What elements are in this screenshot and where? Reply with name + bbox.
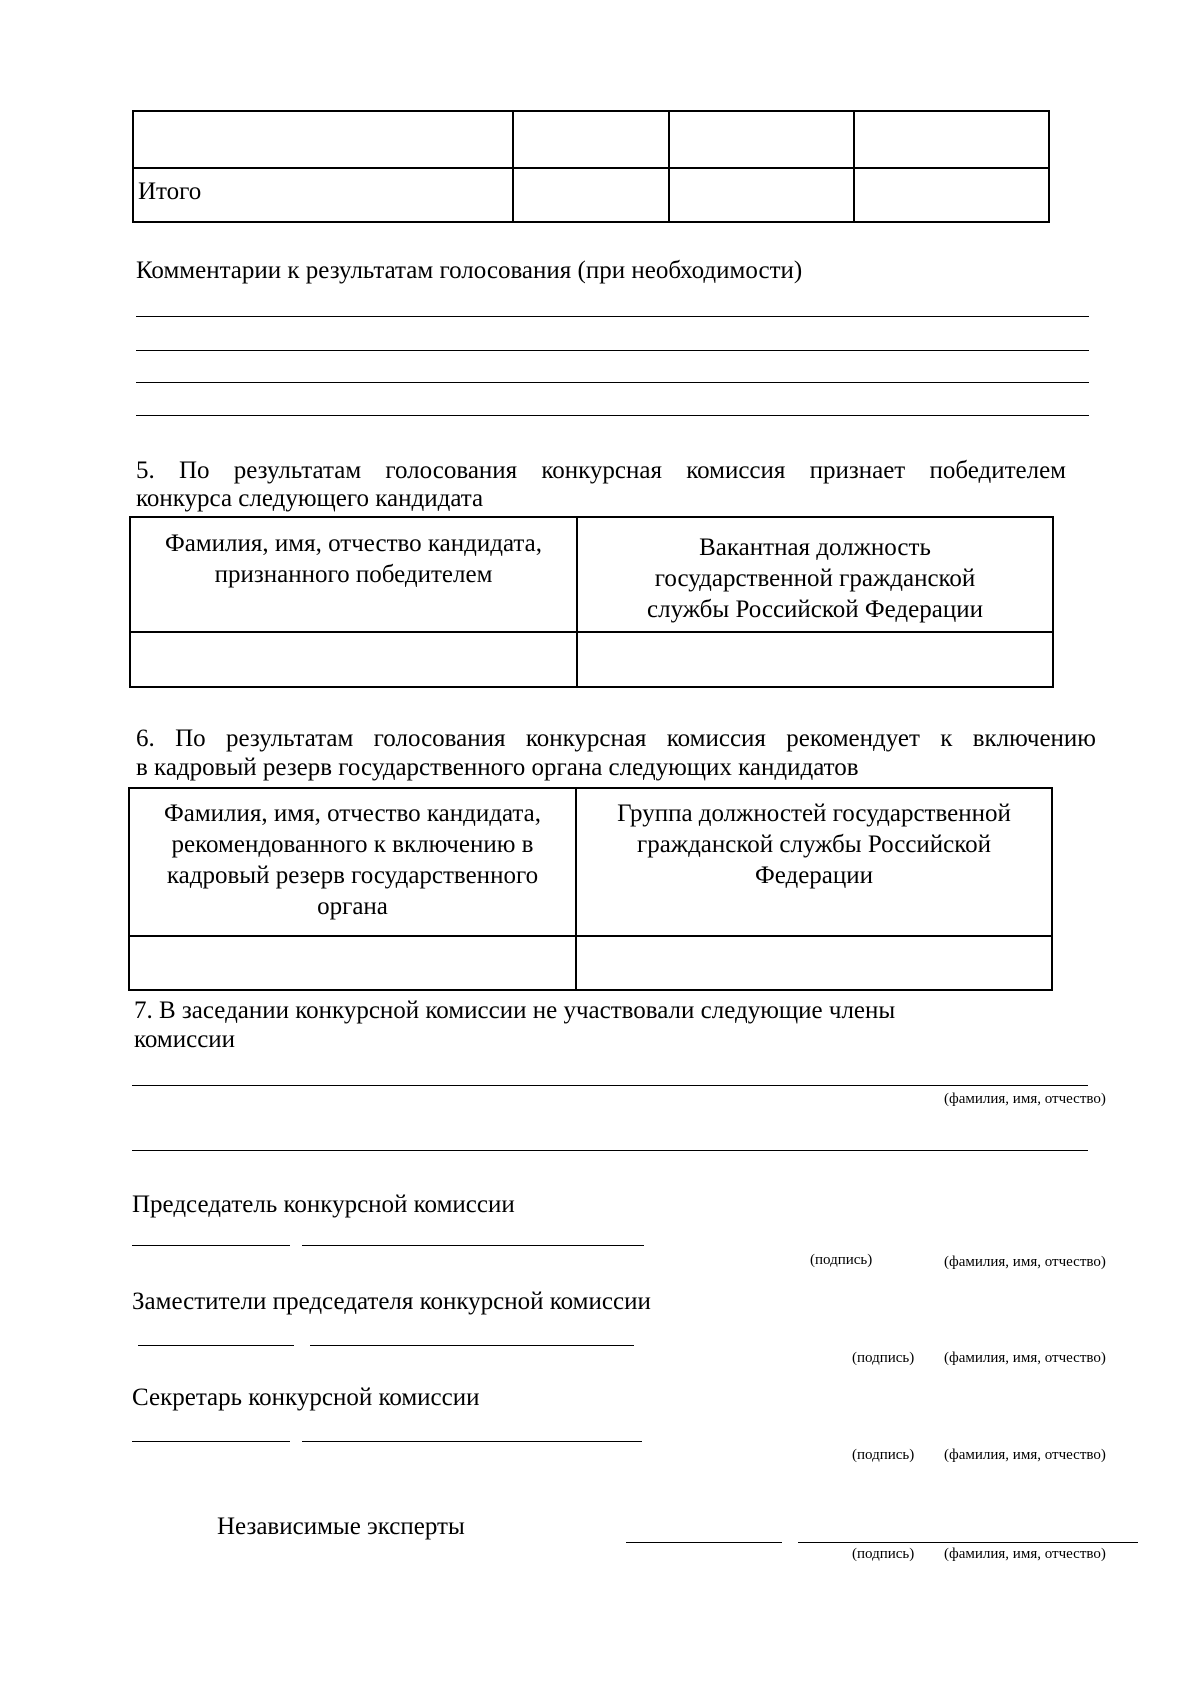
vacant-position-cell bbox=[577, 632, 1053, 687]
table-header-row bbox=[130, 517, 1053, 632]
table-cell bbox=[669, 168, 854, 222]
table-cell bbox=[854, 111, 1049, 168]
signature-line bbox=[626, 1542, 782, 1543]
fio-caption: (фамилия, имя, отчество) bbox=[944, 1447, 1106, 1463]
fio-line bbox=[310, 1345, 634, 1346]
secretary-label: Секретарь конкурсной комиссии bbox=[132, 1384, 480, 1411]
fio-caption: (фамилия, имя, отчество) bbox=[944, 1254, 1106, 1270]
reserve-candidate-cell bbox=[129, 936, 576, 990]
section5-text-line1: 5. По результатам голосования конкурсная комиссия признает победителем bbox=[136, 457, 1066, 484]
table-cell bbox=[669, 111, 854, 168]
reserve-candidate-header: Фамилия, имя, отчество кандидата, рекомендованного к включению в кадровый резерв государственного органа bbox=[164, 800, 541, 920]
reserve-table bbox=[128, 787, 1053, 991]
table-row bbox=[129, 936, 1052, 990]
experts-label: Независимые эксперты bbox=[217, 1513, 465, 1540]
table-cell bbox=[854, 168, 1049, 222]
winner-table bbox=[129, 516, 1054, 688]
fio-line bbox=[798, 1542, 1138, 1543]
table-row bbox=[133, 111, 1049, 168]
table-row bbox=[130, 632, 1053, 687]
absent-members-line bbox=[132, 1085, 1088, 1086]
position-group-header: Группа должностей государственной гражданской службы Российской Федерации bbox=[617, 800, 1011, 889]
signature-line bbox=[132, 1441, 290, 1442]
fio-caption: (фамилия, имя, отчество) bbox=[944, 1350, 1106, 1366]
comment-line bbox=[136, 382, 1089, 383]
fio-caption: (фамилия, имя, отчество) bbox=[944, 1091, 1106, 1107]
absent-members-line bbox=[132, 1150, 1088, 1151]
table-header-cell bbox=[577, 517, 1053, 632]
signature-caption: (подпись) bbox=[852, 1350, 915, 1366]
total-label-cell bbox=[133, 168, 513, 222]
total-label: Итого bbox=[138, 178, 202, 205]
winner-name-cell bbox=[130, 632, 577, 687]
section5-text-line2: конкурса следующего кандидата bbox=[136, 485, 484, 512]
table-header-row bbox=[129, 788, 1052, 936]
table-cell bbox=[513, 168, 669, 222]
section6-text-line2: в кадровый резерв государственного органа следующих кандидатов bbox=[136, 754, 859, 781]
section6-text-line1: 6. По результатам голосования конкурсная комиссия рекомендует к включению bbox=[136, 725, 1096, 752]
comment-line bbox=[136, 350, 1089, 351]
table-row bbox=[133, 168, 1049, 222]
fio-line bbox=[302, 1245, 644, 1246]
position-group-cell bbox=[576, 936, 1052, 990]
table-header-cell bbox=[129, 788, 576, 936]
vacant-position-header: Вакантная должность государственной гражданской службы Российской Федерации bbox=[647, 534, 983, 623]
fio-caption: (фамилия, имя, отчество) bbox=[944, 1546, 1106, 1562]
comment-line bbox=[136, 316, 1089, 317]
section7-text-line2: комиссии bbox=[134, 1026, 236, 1053]
chair-label: Председатель конкурсной комиссии bbox=[132, 1191, 515, 1218]
comments-label: Комментарии к результатам голосования (при необходимости) bbox=[136, 257, 803, 284]
signature-line bbox=[132, 1245, 290, 1246]
table-cell bbox=[513, 111, 669, 168]
fio-line bbox=[302, 1441, 642, 1442]
table-header-cell bbox=[130, 517, 577, 632]
signature-caption: (подпись) bbox=[810, 1252, 873, 1268]
table-cell bbox=[133, 111, 513, 168]
deputies-label: Заместители председателя конкурсной комиссии bbox=[132, 1288, 651, 1315]
signature-line bbox=[138, 1345, 294, 1346]
section7-text-line1: 7. В заседании конкурсной комиссии не участвовали следующие члены bbox=[134, 997, 896, 1024]
table-header-cell bbox=[576, 788, 1052, 936]
signature-caption: (подпись) bbox=[852, 1447, 915, 1463]
winner-name-header: Фамилия, имя, отчество кандидата, признанного победителем bbox=[165, 530, 542, 588]
vote-results-table bbox=[132, 110, 1050, 223]
signature-caption: (подпись) bbox=[852, 1546, 915, 1562]
comment-line bbox=[136, 415, 1089, 416]
